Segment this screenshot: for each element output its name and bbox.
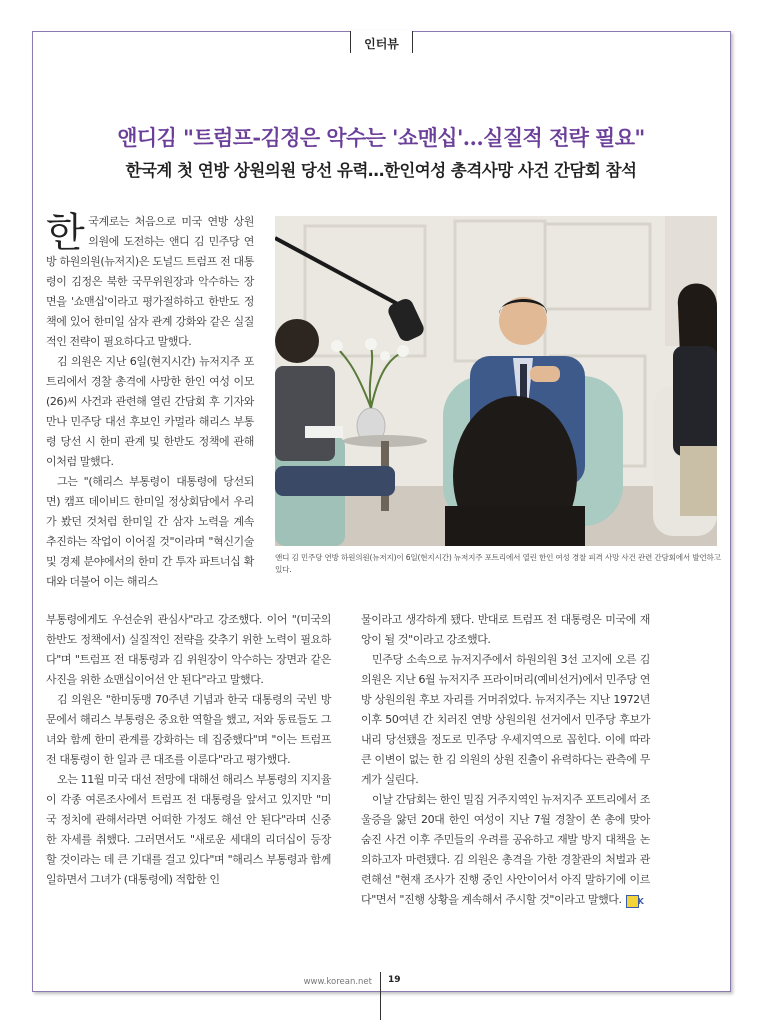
paragraph: 김 의원은 "한미동맹 70주년 기념과 한국 대통령의 국빈 방문에서 해리스 부통령은 중요한 역할을 했고, 저와 동료들도 그녀와 함께 한미 관계를 강화하는 데 집중했다"며 "이는 트럼프 전 대통령이 한 일과 큰 대조를 이룬다"라고 평가했다. — [46, 693, 331, 766]
paragraph: 이날 간담회는 한인 밀집 거주지역인 뉴저지주 포트리에서 조울증을 앓던 20대 한인 여성이 지난 7월 경찰이 쏜 총에 맞아 숨진 사건 이후 주민들의 우려를 공유하고 재발 방지 대책을 논의하고자 마련됐다. 김 의원은 총격을 가한 경찰관의 처벌과 관련해선 "현재 조사가 진행 중인 사안이어서 아직 말하기에 이르다"면서 "진행 상황을 계속해서 주시할 것"이라고 말했다. — [361, 793, 650, 906]
paragraph: 물이라고 생각하게 됐다. 반대로 트럼프 전 대통령은 미국에 재앙이 될 것"이라고 강조했다. — [361, 613, 650, 646]
paragraph: 오는 11월 미국 대선 전망에 대해선 해리스 부통령의 지지율이 각종 여론조사에서 트럼프 전 대통령을 앞서고 있지만 "미국 정치에 관해서라면 어떠한 가정도 해선 안 된다"라며 신중한 자세를 취했다. 그러면서도 "새로운 세대의 리더십이 등장할 것이라는 데 큰 기대를 걸고 있다"며 "해리스 부통령과 함께 일하면서 그녀가 (대통령에) 적합한 인 — [46, 773, 331, 886]
article-column-3 — [361, 610, 650, 910]
footer-url: www.korean.net — [303, 977, 372, 987]
end-mark-icon: K — [626, 895, 639, 908]
page-number: 19 — [388, 975, 401, 985]
article-column-2 — [46, 610, 331, 890]
interview-photo — [275, 216, 717, 546]
paragraph: 부통령에게도 우선순위 관심사"라고 강조했다. 이어 "(미국의 한반도 정책에서) 실질적인 전략을 갖추기 위한 노력이 필요하다"며 "트럼프 전 대통령과 김 위원장이 악수하는 장면과 같은 사진을 위한 쇼맨십이어선 안 된다"라고 말했다. — [46, 613, 331, 686]
drop-cap: 한 — [46, 210, 85, 256]
paragraph: 그는 "(해리스 부통령이 대통령에 당선되면) 캠프 데이비드 한미일 정상회담에서 우리가 봤던 것처럼 한미일 간 삼자 노력을 계속 추진하는 작업이 이어질 것"이라며 "혁신기술 및 경제 분야에서의 한미 간 투자 파트너십 확대와 더불어 이는 해리스 — [46, 475, 254, 588]
paragraph: 국계로는 처음으로 미국 연방 상원의원에 도전하는 앤디 김 민주당 연방 하원의원(뉴저지)은 도널드 트럼프 전 대통령이 김정은 북한 국무위원장과 악수하는 장면을 '쇼맨십'이라고 평가절하하고 한반도 정책에 있어 한미일 삼자 관계 강화와 같은 실질적인 전략이 필요하다고 말했다. — [46, 215, 254, 348]
paragraph: 민주당 소속으로 뉴저지주에서 하원의원 3선 고지에 오른 김 의원은 지난 6월 뉴저지주 프라이머리(예비선거)에서 민주당 연방 상원의원 후보 자리를 거머쥐었다. 뉴저지주는 지난 1972년 이후 50여년 간 치러진 연방 상원의원 선거에서 민주당 후보가 내리 당선됐을 정도로 민주당 우세지역으로 꼽힌다. 이에 따라 큰 이변이 없는 한 김 의원의 상원 진출이 유력하다는 관측에 무게가 실린다. — [361, 653, 650, 786]
paragraph: 김 의원은 지난 6일(현지시간) 뉴저지주 포트리에서 경찰 총격에 사망한 한인 여성 이모(26)씨 사건과 관련해 열린 간담회 후 기자와 만나 민주당 대선 후보인 카멀라 해리스 부통령 당선 시 한미 관계 및 한반도 정책에 관해 이처럼 말했다. — [46, 355, 254, 468]
footer-divider — [380, 972, 381, 1020]
section-label: 인터뷰 — [350, 31, 413, 53]
article-column-1 — [46, 212, 254, 592]
subheadline: 한국계 첫 연방 상원의원 당선 유력…한인여성 총격사망 사건 간담회 참석 — [125, 161, 637, 180]
photo-caption: 앤디 김 민주당 연방 하원의원(뉴저지)이 6일(현지시간) 뉴저지주 포트리에서 열린 한인 여성 경찰 피격 사망 사건 관련 간담회에서 발언하고 있다. — [275, 553, 721, 574]
headline: 앤디김 "트럼프-김정은 악수는 '쇼맨십'…실질적 전략 필요" — [117, 125, 645, 150]
